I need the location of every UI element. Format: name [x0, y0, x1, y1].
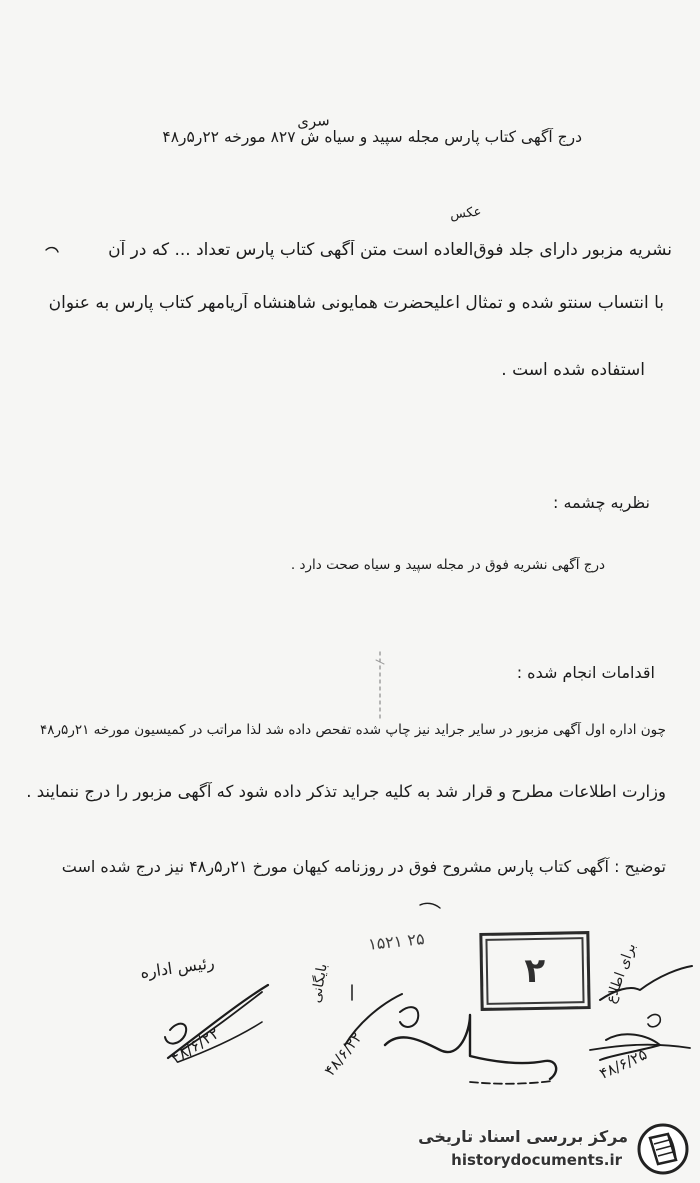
document-subject: درج آگهی کتاب پارس مجله سپید و سیاه ش ۸۲۷ مورخه ۲۲ر۵ر۴۸ — [162, 128, 582, 146]
middle-signature-date: ۴۸/۶/۲۲ — [320, 1028, 366, 1080]
watermark-org-name: مرکز بررسی اسناد تاریخی — [418, 1127, 628, 1146]
report-line: نشریه مزبور دارای جلد فوق‌العاده است متن آگهی کتاب پارس تعداد ... که در آن — [108, 240, 672, 260]
registry-stamp — [479, 931, 590, 1011]
stamp-number: ۲۵ ۱۵۲۱ — [367, 929, 426, 954]
actions-heading: اقدامات انجام شده : — [516, 663, 655, 682]
report-line: استفاده شده است . — [501, 360, 645, 380]
source-opinion-heading: نظریه چشمه : — [553, 493, 650, 512]
stamp-mark: ۲ — [524, 950, 546, 992]
department-head-label: رئیس اداره — [139, 952, 216, 983]
fold-mark — [376, 660, 384, 664]
archive-note: بایگانی — [308, 962, 331, 1005]
insertion-note: عکس — [449, 204, 483, 223]
source-opinion-text: درج آگهی نشریه فوق در مجله سپید و سیاه صحت دارد . — [290, 557, 605, 573]
report-line: با انتساب سنتو شده و تمثال اعلیحضرت همایونی شاهنشاه آریامهر کتاب پارس به عنوان — [48, 293, 664, 313]
archive-center-logo — [636, 1122, 690, 1176]
actions-line: وزارت اطلاعات مطرح و قرار شد به کلیه جراید تذکر داده شود که آگهی مزبور را درج ننمایند . — [26, 782, 666, 801]
watermark-site: historydocuments.ir — [451, 1151, 622, 1169]
classification-mark: سری — [296, 110, 331, 132]
left-signature-date: ۴۸/۶/۲۲ — [166, 1023, 223, 1068]
actions-line: چون اداره اول آگهی مزبور در سایر جراید نیز چاپ شده تفحص داده شد لذا مراتب در کمیسیون مورخه ۲۱ر۵ر۴۸ — [40, 722, 666, 738]
right-margin-note: برای اطلاع — [602, 941, 640, 1006]
explanation-note: توضیح : آگهی کتاب پارس مشروح فوق در روزنامه کیهان مورخ ۲۱ر۵ر۴۸ نیز درج شده است — [61, 857, 666, 876]
right-signature-date: ۴۸/۶/۲۵ — [596, 1045, 650, 1083]
